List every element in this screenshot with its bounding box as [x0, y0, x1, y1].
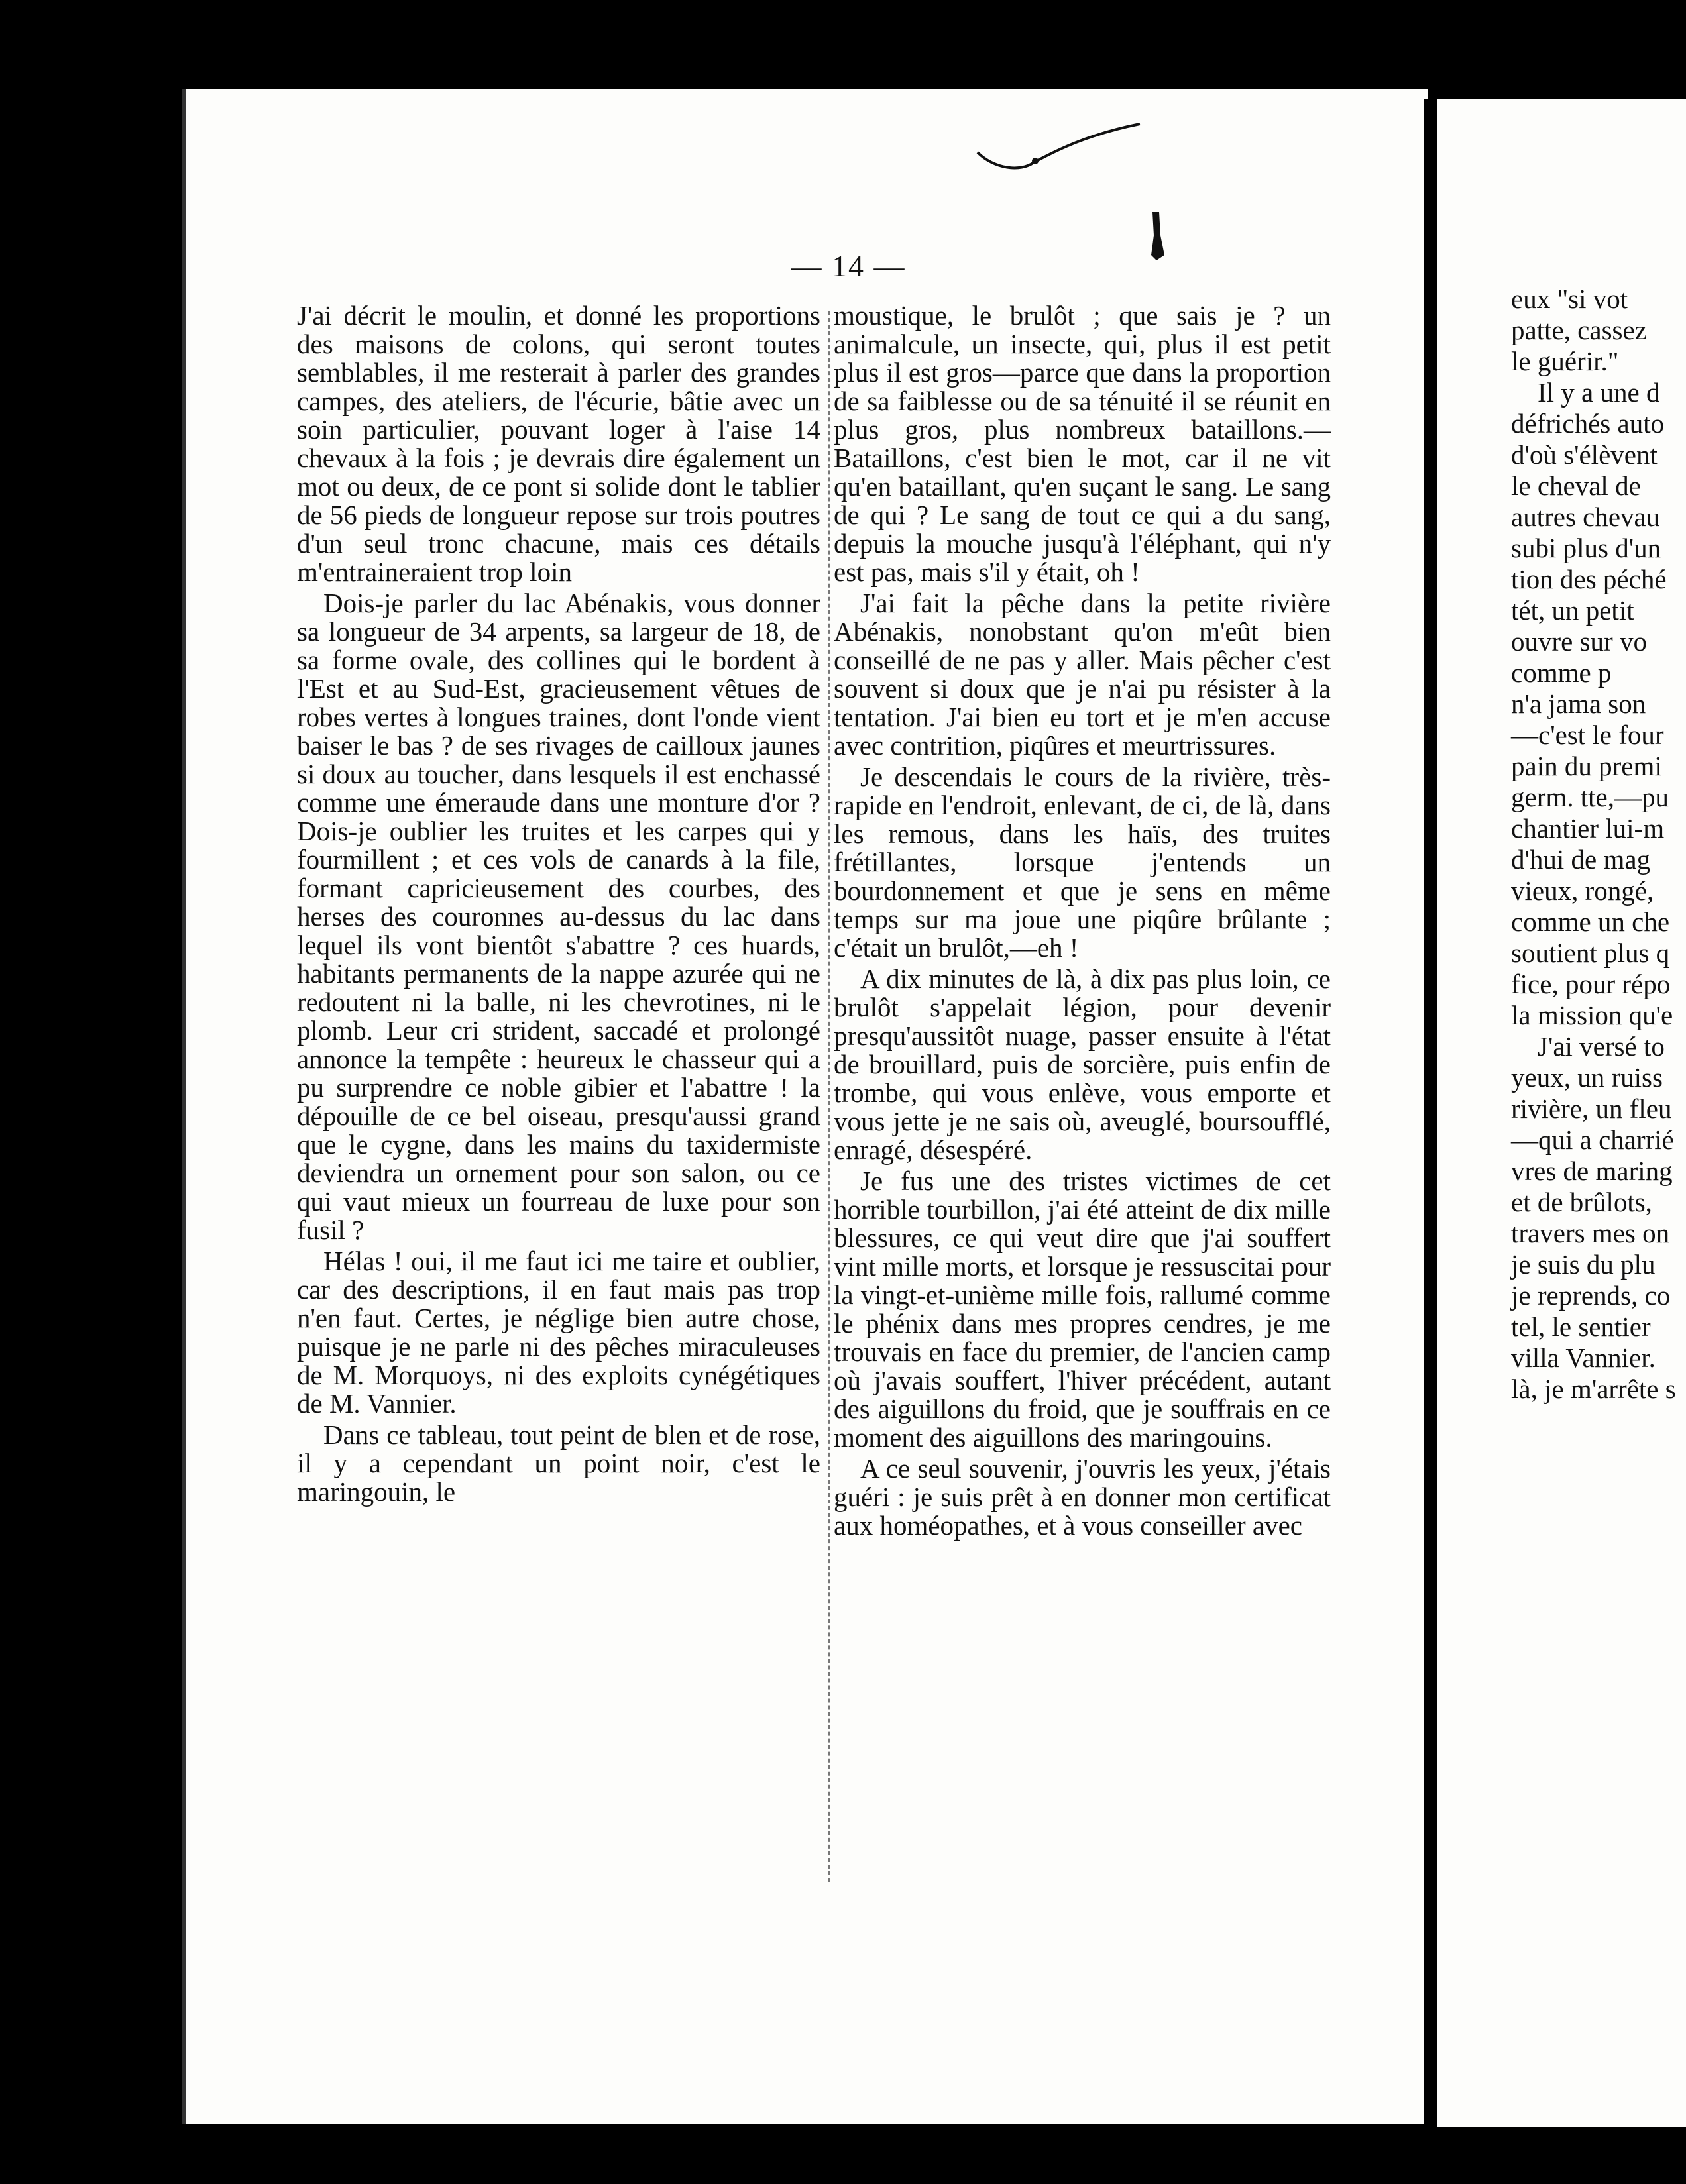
- column-divider: [828, 311, 830, 1882]
- text-line: travers mes on: [1511, 1218, 1670, 1248]
- text-line: yeux, un ruiss: [1511, 1062, 1663, 1093]
- text-line: le cheval de: [1511, 470, 1641, 501]
- text-line: d'hui de mag: [1511, 844, 1651, 875]
- paragraph: Dans ce tableau, tout peint de blen et de rose, il y a cependant un point noir, c'est le maringouin, le: [297, 1419, 820, 1507]
- text-line: tel, le sentier: [1511, 1311, 1651, 1342]
- text-line: tét, un petit: [1511, 595, 1634, 626]
- text-line: d'où s'élèvent: [1511, 439, 1658, 470]
- text-column-left: [297, 301, 820, 1509]
- paragraph: Je fus une des tristes victimes de cet horrible tourbillon, j'ai été atteint de dix mille blessures, ce qui veut dire que j'ai souffert vint mille morts, et lorsque je ressuscitai pour la vingt-et-unième mille fois, rallumé comme le phénix dans mes propres cendres, je me trouvais en face du premier, de l'ancien camp où j'avais souffert, l'hiver précédent, autant des aiguillons du froid, que je souffrais en ce moment des aiguillons des maringouins.: [834, 1166, 1331, 1452]
- text-line: chantier lui-m: [1511, 813, 1665, 844]
- text-line: tion des péché: [1511, 564, 1667, 594]
- text-line: J'ai versé to: [1538, 1031, 1665, 1062]
- text-line: comme p: [1511, 657, 1612, 688]
- text-line: pain du premi: [1511, 751, 1662, 781]
- paragraph: A ce seul souvenir, j'ouvris les yeux, j'étais guéri : je suis prêt à en donner mon certificat aux homéopathes, et à vous conseiller avec: [834, 1453, 1331, 1541]
- pen-stroke-mark: [974, 116, 1147, 176]
- page-number: — 14 —: [791, 249, 906, 283]
- text-line: patte, cassez: [1511, 315, 1647, 345]
- text-line: ouvre sur vo: [1511, 626, 1647, 657]
- paragraph: moustique, le brulôt ; que sais je ? un animalcule, un insecte, qui, plus il est petit plus il est gros—parce que dans la proportion de sa faiblesse ou de sa ténuité il se réunit en plus gros, plus nombreux bataillons.—Bataillons, c'est bien le mot, car il ne vit qu'en bataillant, qu'en suçant le sang. Le sang de qui ? Le sang de tout ce qui a du sang, depuis la mouche jusqu'à l'éléphant, qui n'y est pas, mais s'il y était, oh !: [834, 300, 1331, 587]
- page-gutter: [1424, 99, 1438, 2127]
- page-left-edge: [182, 89, 186, 2124]
- text-column-right-cropped: [1511, 285, 1686, 1406]
- ink-blot-mark: [1143, 209, 1170, 262]
- text-line: Il y a une d: [1538, 377, 1660, 408]
- text-line: défrichés auto: [1511, 408, 1665, 439]
- text-line: soutient plus q: [1511, 938, 1670, 968]
- text-line: et de brûlots,: [1511, 1187, 1652, 1217]
- text-line: fice, pour répo: [1511, 969, 1671, 999]
- text-line: n'a jama son: [1511, 688, 1646, 719]
- text-line: la mission qu'e: [1511, 1000, 1673, 1030]
- paragraph: Hélas ! oui, il me faut ici me taire et oublier, car des descriptions, il en faut mais pas trop n'en faut. Certes, je néglige bien autre chose, puisque je ne parle ni des pêches miraculeuses de M. Morquoys, ni des exploits cynégétiques de M. Vannier.: [297, 1246, 820, 1419]
- text-line: autres chevau: [1511, 502, 1660, 532]
- text-line: eux "si vot: [1511, 284, 1628, 314]
- text-line: vieux, rongé,: [1511, 875, 1654, 906]
- paragraph: Dois-je parler du lac Abénakis, vous donner sa longueur de 34 arpents, sa largeur de 18, de sa forme ovale, des collines qui le bordent à l'Est et au Sud-Est, gracieusement vêtues de robes vertes à longues traines, dont l'onde vient baiser le bas ? de ses rivages de cailloux jaunes si doux au toucher, dans lesquels il est enchassé comme une émeraude dans une monture d'or ? Dois-je oublier les truites et les carpes qui y fourmillent ; et ces vols de canards à la file, formant capricieusement des courbes, des herses des couronnes au-dessus du lac dans lequel ils vont bientôt s'abattre ? ces huards, habitants permanents de la nappe azurée qui ne redoutent ni la balle, ni les chevrotines, ni le plomb. Leur cri strident, saccadé et prolongé annonce la tempête : heureux le chasseur qui a pu surprendre ce noble gibier et l'abattre ! la dépouille de ce bel oiseau, presqu'aussi grand que le cygne, dans les mains du taxidermiste deviendra un ornement pour son salon, ou ce qui vaut mieux un fourreau de luxe pour son fusil ?: [297, 588, 820, 1245]
- paragraph: J'ai décrit le moulin, et donné les proportions des maisons de colons, qui seront toutes semblables, il me resterait à parler des grandes campes, des ateliers, de l'écurie, bâtie avec un soin particulier, pouvant loger à l'aise 14 chevaux à la fois ; je devrais dire également un mot ou deux, de ce pont si solide dont le tablier de 56 pieds de longueur repose sur trois poutres d'un seul tronc chacune, mais ces détails m'entraineraient trop loin: [297, 300, 820, 587]
- text-line: —qui a charrié: [1511, 1124, 1674, 1155]
- text-column-middle: [834, 301, 1331, 1543]
- text-line: rivière, un fleu: [1511, 1093, 1672, 1124]
- text-line: —c'est le four: [1511, 720, 1664, 750]
- text-line: je suis du plu: [1511, 1249, 1656, 1280]
- paragraph: A dix minutes de là, à dix pas plus loin, ce brulôt s'appelait légion, pour devenir presqu'aussitôt nuage, passer ensuite à l'état de brouillard, puis de sorcière, puis enfin de trombe, qui vous enlève, vous emporte et vous jette je ne sais où, aveuglé, boursoufflé, enragé, désespéré.: [834, 963, 1331, 1165]
- paragraph: J'ai fait la pêche dans la petite rivière Abénakis, nonobstant qu'on m'eût bien conseillé de ne pas y aller. Mais pêcher c'est souvent si doux que je n'ai pu résister à la tentation. J'ai bien eu tort et je m'en accuse avec contrition, piqûres et meurtrissures.: [834, 588, 1331, 761]
- text-line: là, je m'arrête s: [1511, 1374, 1676, 1404]
- text-line: villa Vannier.: [1511, 1342, 1656, 1373]
- text-line: le guérir.": [1511, 346, 1619, 376]
- text-line: comme un che: [1511, 906, 1670, 937]
- text-line: subi plus d'un: [1511, 533, 1661, 563]
- paragraph: Je descendais le cours de la rivière, très-rapide en l'endroit, enlevant, de ci, de là, dans les remous, dans les haïs, des truites frétillantes, lorsque j'entends un bourdonnement et que je sens en même temps sur ma joue une piqûre brûlante ; c'était un brulôt,—eh !: [834, 761, 1331, 963]
- text-line: je reprends, co: [1511, 1280, 1671, 1311]
- text-line: germ. tte,—pu: [1511, 782, 1669, 812]
- text-line: vres de maring: [1511, 1156, 1673, 1186]
